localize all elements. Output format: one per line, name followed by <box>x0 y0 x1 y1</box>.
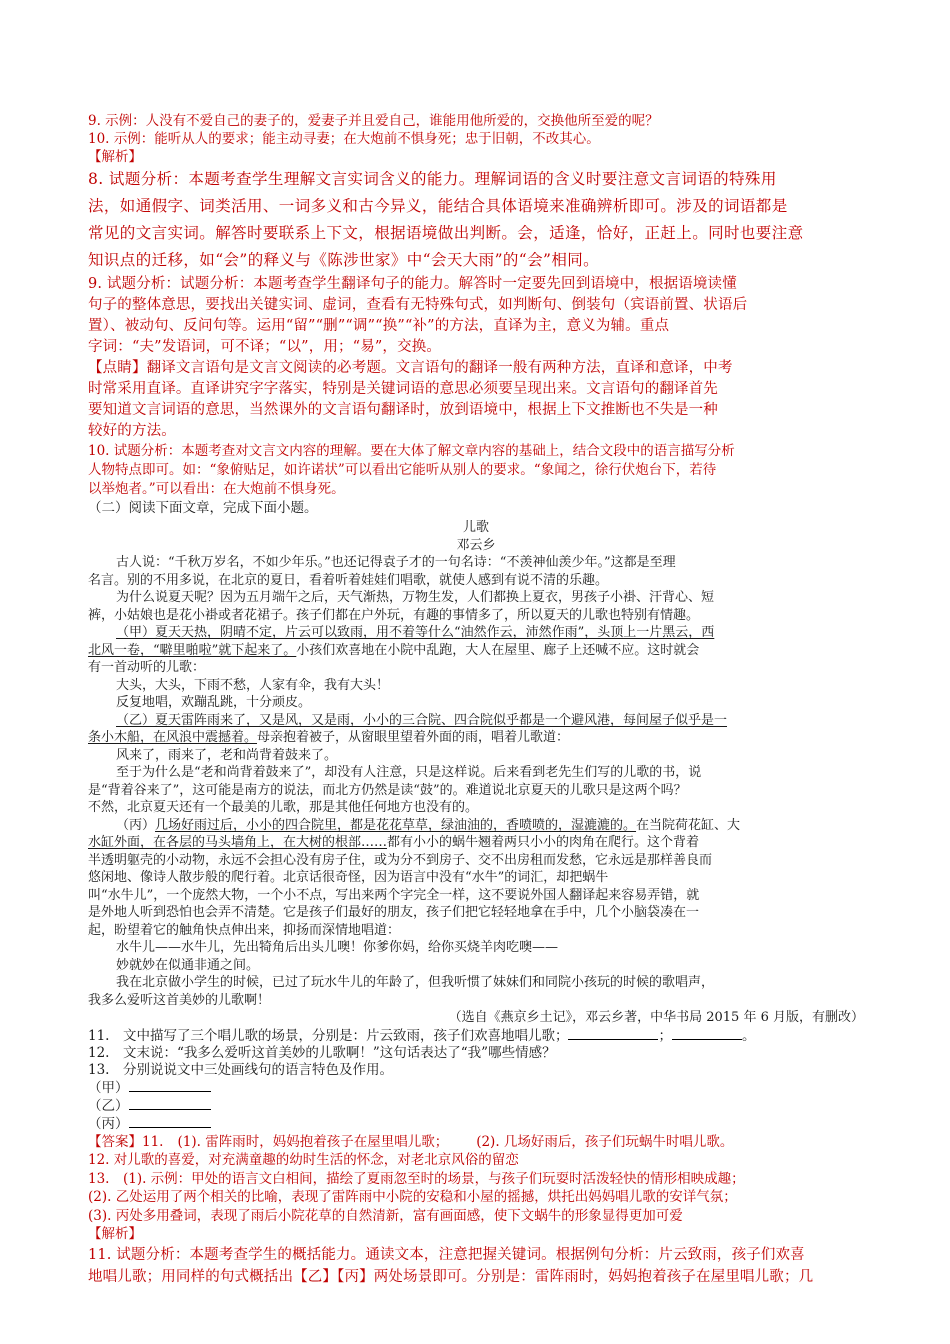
question-13-jia: （甲） <box>88 1079 864 1097</box>
answer-11: 【答案】11. (1). 雷阵雨时，妈妈抱着孩子在屋里唱儿歌； (2). 几场好雨后，孩子们玩蜗牛时唱儿歌。 <box>88 1133 734 1150</box>
answer-blank[interactable] <box>129 1115 211 1128</box>
analysis-10-line: 人物特点即可。如：“象俯贴足，如许诺状”可以看出它能听从别人的要求。“象闻之，徐行伏炮台下，若待 <box>88 462 717 478</box>
analysis-8-line: 知识点的迁移，如“会”的释义与《陈涉世家》中“会天大雨”的“会”相同。 <box>88 251 600 269</box>
analysis-9-line: 时常采用直译。直译讲究字字落实，特别是关键词语的意思必须要呈现出来。文言语句的翻译首先 <box>88 381 718 397</box>
analysis-10-line: 以举炮者。”可以看出：在大炮前不惧身死。 <box>88 481 345 497</box>
analysis-9-line: 9. 试题分析：试题分析：本题考查学生翻译句子的能力。解答时一定要先回到语境中，根据语境读懂 <box>88 276 737 292</box>
article-para: 至于为什么是“老和尚背着鼓来了”，却没有人注意，只是这样说。后来看到老先生们写的儿歌的书，说 <box>116 765 702 780</box>
analysis-11 <box>88 1244 864 1288</box>
song-line: 水牛儿——水牛儿，先出犄角后出头儿噢！你爹你妈，给你买烧羊肉吃噢—— <box>116 940 559 955</box>
question-13: 13. 分别说说文中三处画线句的语言特色及作用。 <box>88 1061 393 1078</box>
document-page <box>88 112 864 1288</box>
article-para: 不然，北京夏天还有一个最美的儿歌，那是其他任何地方也没有的。 <box>88 800 479 815</box>
article-source: （选自《燕京乡土记》，邓云乡著，中华书局 2015 年 6 月版，有删改） <box>448 1010 864 1025</box>
analysis-9-line: 【点睛】翻译文言语句是文言文阅读的必考题。文言语句的翻译一般有两种方法，直译和意译，中考 <box>88 360 733 376</box>
analysis-9-line: 较好的方法。 <box>88 423 176 439</box>
answer-blank[interactable] <box>129 1097 211 1110</box>
answer-12: 12. 对儿歌的喜爱，对充满童趣的幼时生活的怀念，对老北京风俗的留恋 <box>88 1152 519 1168</box>
analysis-10-line: 10. 试题分析：本题考查对文言文内容的理解。要在大体了解文章内容的基础上，结合文段中的语言描写分析 <box>88 443 735 459</box>
analysis-10 <box>88 442 864 499</box>
analysis-header: 【解析】 <box>88 149 142 165</box>
analysis-11-line: 地唱儿歌；用同样的句式概括出【乙】【丙】两处场景即可。分别是：雷阵雨时，妈妈抱着孩子在屋里唱儿歌；几 <box>88 1268 814 1285</box>
analysis-11-line: 11. 试题分析：本题考查学生的概括能力。通读文本，注意把握关键词。根据例句分析：片云致雨，孩子们欢喜 <box>88 1246 805 1263</box>
article-para: 有一首动听的儿歌： <box>88 660 206 675</box>
underlined-bing: 水缸外面，在各层的马头墙角上，在大树的根部…… <box>88 835 388 850</box>
article-para: 裤，小姑娘也是花小褂或者花裙子。孩子们都在户外玩，有趣的事情多了，所以夏天的儿歌也特别有情趣。 <box>88 607 700 623</box>
section-intro: （二）阅读下面文章，完成下面小题。 <box>88 500 318 516</box>
article-para: 水缸外面，在各层的马头墙角上，在大树的根部……都有小小的蜗牛翘着两只小小的肉角在爬行。这个背着 <box>88 835 700 850</box>
answers-bottom <box>88 1133 864 1244</box>
article-para: 叫“水牛儿”，一个庞然大物，一个小不点，写出来两个字完全一样，这不要说外国人翻译起来容易弄错，就 <box>88 887 700 903</box>
article-para: 妙就妙在似通非通之间。 <box>116 957 260 973</box>
analysis-9-line: 字词：“夫”发语词，可不译；“以”，用；“易”，交换。 <box>88 339 442 355</box>
question-13-yi: （乙） <box>88 1097 864 1115</box>
answer-blank[interactable] <box>568 1027 658 1040</box>
article-para: 是外地人听到恐怕也会弄不清楚。它是孩子们最好的朋友，孩子们把它轻轻地拿在手中，几个小脑袋凑在一 <box>88 905 700 920</box>
article-para: 起，盼望着它的触角快点伸出来，抑扬而深情地唱道： <box>88 922 401 938</box>
answers-top <box>88 112 864 166</box>
underlined-yi: （乙）夏天雷阵雨来了，又是风，又是雨，小小的三合院、四合院似乎都是一个避风港，每间屋子似乎是一 <box>116 712 728 728</box>
analysis-8 <box>88 166 864 274</box>
answer-9: 9. 示例：人没有不爱自己的妻子的，爱妻子并且爱自己，谁能用他所爱的，交换他所至爱的呢？ <box>88 113 659 129</box>
answer-blank[interactable] <box>672 1027 742 1040</box>
answer-13-2: (2). 乙处运用了两个相关的比喻，表现了雷阵雨中小院的安稳和小屋的摇撼，烘托出妈妈唱儿歌的安详气氛； <box>88 1189 737 1205</box>
article-author: 邓云乡 <box>456 537 496 553</box>
answer-10: 10. 示例：能听从人的要求；能主动寻妻；在大炮前不惧身死；忠于旧朝，不改其心。 <box>88 131 600 147</box>
article-para: 悠闲地、像诗人散步般的爬行着。北京话很奇怪，因为语言中没有“水牛”的词汇，却把蜗牛 <box>88 870 609 885</box>
questions <box>88 1027 864 1133</box>
question-13-bing: （丙） <box>88 1115 864 1133</box>
article-para: 名言。别的不用多说，在北京的夏日，看着听着娃娃们唱歌，就使人感到有说不清的乐趣。 <box>88 572 609 588</box>
article-para: 条小木船，在风浪中震撼着。母亲抱着被子，从窗眼里望着外面的雨，唱着儿歌道： <box>88 730 570 745</box>
article-para: 反复地唱，欢蹦乱跳，十分顽皮。 <box>116 695 312 710</box>
article-para: 是“背着谷来了”，这可能是南方的说法，而北方仍然是读“鼓”的。难道说北京夏天的儿歌只是这两个吗？ <box>88 782 687 798</box>
answer-13-1: 13. (1). 示例：甲处的语言文白相间，描绘了夏雨忽至时的场景，与孩子们玩耍时活泼轻快的情形相映成趣； <box>88 1170 745 1187</box>
article <box>88 519 864 1027</box>
analysis-9-line: 置）、被动句、反问句等。运用“留”“删”“调”“换”“补”的方法，直译为主，意义为辅。重点 <box>88 318 670 334</box>
article-para: 古人说：“千秋万岁名，不如少年乐。”也还记得袁子才的一句名诗：“不羡神仙羡少年。”这都是至理 <box>116 555 676 570</box>
analysis-8-line: 常见的文言实词。解答时要联系上下文，根据语境做出判断。会，适逢，恰好，正赶上。同时也要注意 <box>88 224 804 242</box>
article-para: （丙）几场好雨过后，小小的四合院里，都是花花草草，绿油油的，香喷喷的，湿漉漉的。在当院荷花缸、大 <box>116 817 741 833</box>
underlined-yi: 条小木船，在风浪中震撼着。 <box>88 730 258 745</box>
answer-13-3: (3). 丙处多用叠词，表现了雨后小院花草的自然清新，富有画面感，使下文蜗牛的形象显得更加可爱 <box>88 1207 683 1224</box>
article-para: 北风一卷，“噼里啪啦”就下起来了。小孩们欢喜地在小院中乱跑，大人在屋里、廊子上还喊不应。这时就会 <box>88 642 700 658</box>
analysis-9 <box>88 274 864 442</box>
analysis-header: 【解析】 <box>88 1226 142 1242</box>
question-12: 12. 文末说：“我多么爱听这首美妙的儿歌啊！”这句话表达了“我”哪些情感？ <box>88 1044 556 1061</box>
article-para: 半透明躯壳的小动物，永远不会担心没有房子住，或为分不到房子、交不出房租而发愁，它永远是那样善良而 <box>88 852 713 868</box>
song-line: 大头，大头，下雨不愁，人家有伞，我有大头！ <box>116 677 390 693</box>
article-para: 为什么说夏天呢？因为五月端午之后，天气渐热，万物生发，人们都换上夏衣，男孩子小褂、汗背心、短 <box>116 590 715 605</box>
question-11: 11. 文中描写了三个唱儿歌的场景，分别是：片云致雨，孩子们欢喜地唱儿歌； ； 。 <box>88 1027 756 1044</box>
analysis-9-line: 要知道文言词语的意思，当然课外的文言语句翻译时，放到语境中，根据上下文推断也不失是一种 <box>88 402 718 418</box>
analysis-9-line: 句子的整体意思，要找出关键实词、虚词，查看有无特殊句式，如判断句、倒装句（宾语前置、状语后 <box>88 297 748 313</box>
underlined-jia: 北风一卷，“噼里啪啦”就下起来了。 <box>88 642 297 658</box>
underlined-jia: （甲）夏天天热，阴晴不定，片云可以致雨，用不着等什么“油然作云，沛然作雨”，头顶上一片黑云，西 <box>116 625 715 640</box>
song-line: 风来了，雨来了，老和尚背着鼓来了。 <box>116 747 338 763</box>
analysis-8-line: 8. 试题分析：本题考查学生理解文言实词含义的能力。理解词语的含义时要注意文言词语的特殊用 <box>88 170 777 188</box>
analysis-8-line: 法，如通假字、词类活用、一词多义和古今异义，能结合具体语境来准确辨析即可。涉及的词语都是 <box>88 197 788 215</box>
underlined-bing: 几场好雨过后，小小的四合院里，都是花花草草，绿油油的，香喷喷的，湿漉漉的。 <box>155 817 637 833</box>
article-title: 儿歌 <box>462 520 489 535</box>
answer-blank[interactable] <box>129 1079 211 1092</box>
article-para: 我多么爱听这首美妙的儿歌啊！ <box>88 992 271 1008</box>
article-para: 我在北京做小学生的时候，已过了玩水牛儿的年龄了，但我听惯了妹妹们和同院小孩玩的时候的歌唱声， <box>116 975 715 990</box>
